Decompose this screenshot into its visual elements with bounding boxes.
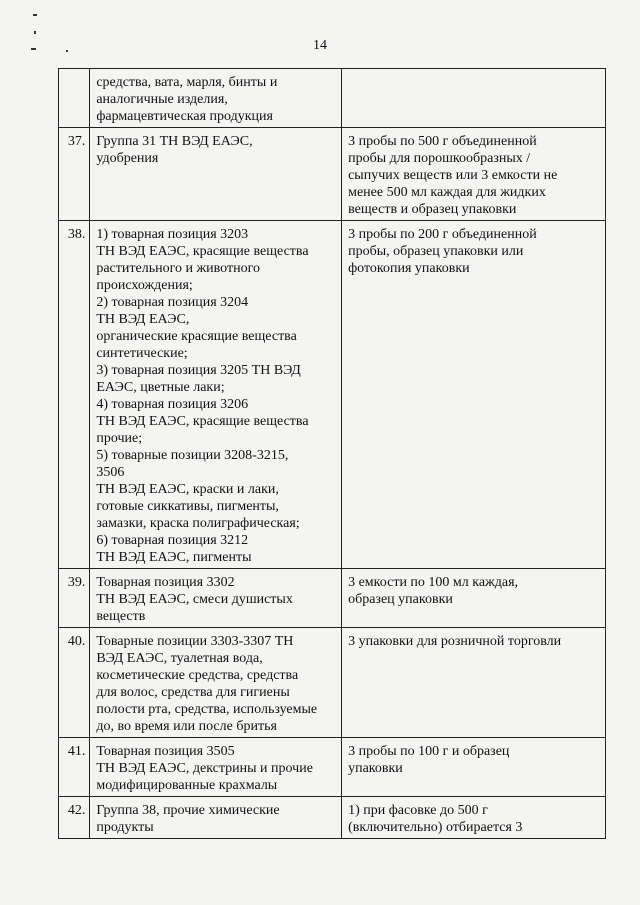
table-row	[59, 738, 606, 797]
product-description-line: ТН ВЭД ЕАЭС, красящие вещества	[96, 414, 309, 429]
product-description-cell	[90, 569, 342, 628]
product-description-line: 5) товарные позиции 3208-3215,	[96, 448, 289, 463]
sample-requirement-line: веществ и образец упаковки	[348, 202, 517, 217]
scan-mark	[34, 31, 36, 34]
product-description-line: органические красящие вещества	[96, 329, 297, 344]
product-description-line: аналогичные изделия,	[96, 92, 228, 107]
product-description-cell	[90, 797, 342, 839]
product-description-line: 1) товарная позиция 3203	[96, 227, 249, 242]
product-description-line: ТН ВЭД ЕАЭС, краски и лаки,	[96, 482, 279, 497]
row-number: 37.	[59, 128, 90, 221]
product-description-line: происхождения;	[96, 278, 193, 293]
sample-requirement-cell	[342, 128, 606, 221]
requirements-table	[58, 68, 606, 839]
sample-requirement-line: 1) при фасовке до 500 г	[348, 803, 488, 818]
product-description-line: Товарные позиции 3303-3307 ТН	[96, 634, 294, 649]
product-description-line: ТН ВЭД ЕАЭС, декстрины и прочие	[96, 761, 313, 776]
table-row	[59, 569, 606, 628]
product-description-line: 3) товарная позиция 3205 ТН ВЭД	[96, 363, 301, 378]
product-description-line: косметические средства, средства	[96, 668, 299, 683]
sample-requirement-line: 3 пробы по 500 г объединенной	[348, 134, 537, 149]
product-description-cell	[90, 69, 342, 128]
product-description-line: готовые сиккативы, пигменты,	[96, 499, 279, 514]
table-body	[59, 69, 606, 839]
sample-requirement-cell	[342, 221, 606, 569]
product-description-cell	[90, 738, 342, 797]
product-description-line: Группа 31 ТН ВЭД ЕАЭС,	[96, 134, 253, 149]
product-description-cell	[90, 628, 342, 738]
sample-requirement-line: (включительно) отбирается 3	[348, 820, 523, 835]
product-description-line: веществ	[96, 609, 146, 624]
product-description-line: 3506	[96, 465, 125, 480]
product-description-line: ТН ВЭД ЕАЭС, смеси душистых	[96, 592, 293, 607]
sample-requirement-line: сыпучих веществ или 3 емкости не	[348, 168, 558, 183]
product-description-line: синтетические;	[96, 346, 188, 361]
product-description-line: до, во время или после бритья	[96, 719, 277, 734]
product-description-line: ТН ВЭД ЕАЭС, пигменты	[96, 550, 252, 565]
row-number: 42.	[59, 797, 90, 839]
sample-requirement-cell	[342, 797, 606, 839]
sample-requirement-line: 3 пробы по 100 г и образец	[348, 744, 510, 759]
sample-requirement-cell	[342, 628, 606, 738]
product-description-line: Товарная позиция 3302	[96, 575, 235, 590]
product-description-line: ВЭД ЕАЭС, туалетная вода,	[96, 651, 263, 666]
product-description-line: ТН ВЭД ЕАЭС, красящие вещества	[96, 244, 309, 259]
product-description-line: 6) товарная позиция 3212	[96, 533, 249, 548]
sample-requirement-line: упаковки	[348, 761, 403, 776]
sample-requirement-cell	[342, 738, 606, 797]
product-description-cell	[90, 128, 342, 221]
product-description-line: ТН ВЭД ЕАЭС,	[96, 312, 190, 327]
table-row	[59, 69, 606, 128]
sample-requirement-line: фотокопия упаковки	[348, 261, 470, 276]
sample-requirement-cell	[342, 69, 606, 128]
product-description-line: полости рта, средства, используемые	[96, 702, 318, 717]
sample-requirement-line: пробы, образец упаковки или	[348, 244, 524, 259]
sample-requirement-line: образец упаковки	[348, 592, 453, 607]
row-number: 39.	[59, 569, 90, 628]
table-row	[59, 628, 606, 738]
product-description-line: растительного и животного	[96, 261, 260, 276]
product-description-line: 4) товарная позиция 3206	[96, 397, 249, 412]
sample-requirement-cell	[342, 569, 606, 628]
table-row	[59, 221, 606, 569]
sample-requirement-line: пробы для порошкообразных /	[348, 151, 531, 166]
table-row	[59, 128, 606, 221]
sample-requirement-line: 3 емкости по 100 мл каждая,	[348, 575, 519, 590]
page-number: 14	[313, 38, 327, 53]
scan-mark	[33, 14, 37, 16]
product-description-line: продукты	[96, 820, 154, 835]
product-description-line: прочие;	[96, 431, 143, 446]
product-description-line: удобрения	[96, 151, 159, 166]
row-number: 40.	[59, 628, 90, 738]
row-number: 38.	[59, 221, 90, 569]
sample-requirement-line: 3 упаковки для розничной торговли	[348, 634, 562, 649]
product-description-line: Товарная позиция 3505	[96, 744, 235, 759]
table-row	[59, 797, 606, 839]
product-description-line: ЕАЭС, цветные лаки;	[96, 380, 225, 395]
product-description-line: средства, вата, марля, бинты и	[96, 75, 278, 90]
sample-requirement-line: менее 500 мл каждая для жидких	[348, 185, 546, 200]
product-description-line: Группа 38, прочие химические	[96, 803, 280, 818]
sample-requirement-line: 3 пробы по 200 г объединенной	[348, 227, 537, 242]
product-description-line: фармацевтическая продукция	[96, 109, 273, 124]
product-description-line: 2) товарная позиция 3204	[96, 295, 249, 310]
product-description-line: модифицированные крахмалы	[96, 778, 278, 793]
product-description-line: для волос, средства для гигиены	[96, 685, 290, 700]
product-description-line: замазки, краска полиграфическая;	[96, 516, 300, 531]
product-description-cell	[90, 221, 342, 569]
row-number: 41.	[59, 738, 90, 797]
row-number	[59, 69, 90, 128]
